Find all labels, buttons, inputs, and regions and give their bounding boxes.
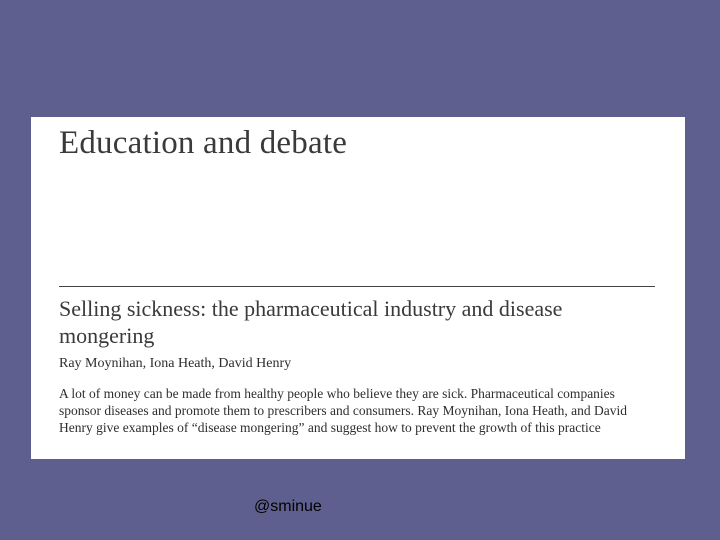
section-heading: Education and debate <box>59 125 348 161</box>
document-excerpt <box>31 117 685 459</box>
divider-rule <box>59 286 655 287</box>
author-handle: @sminue <box>254 498 322 515</box>
article-standfirst: A lot of money can be made from healthy people who believe they are sick. Pharmaceutical companies sponsor diseases and promote them to prescribers and consumers. Ray Moynihan, Iona Heath, and David Henry give examples of “disease mongering” and suggest how to prevent the growth of this practice <box>59 386 627 435</box>
article-title: Selling sickness: the pharmaceutical industry and disease mongering <box>59 296 563 348</box>
article-authors: Ray Moynihan, Iona Heath, David Henry <box>59 356 292 371</box>
